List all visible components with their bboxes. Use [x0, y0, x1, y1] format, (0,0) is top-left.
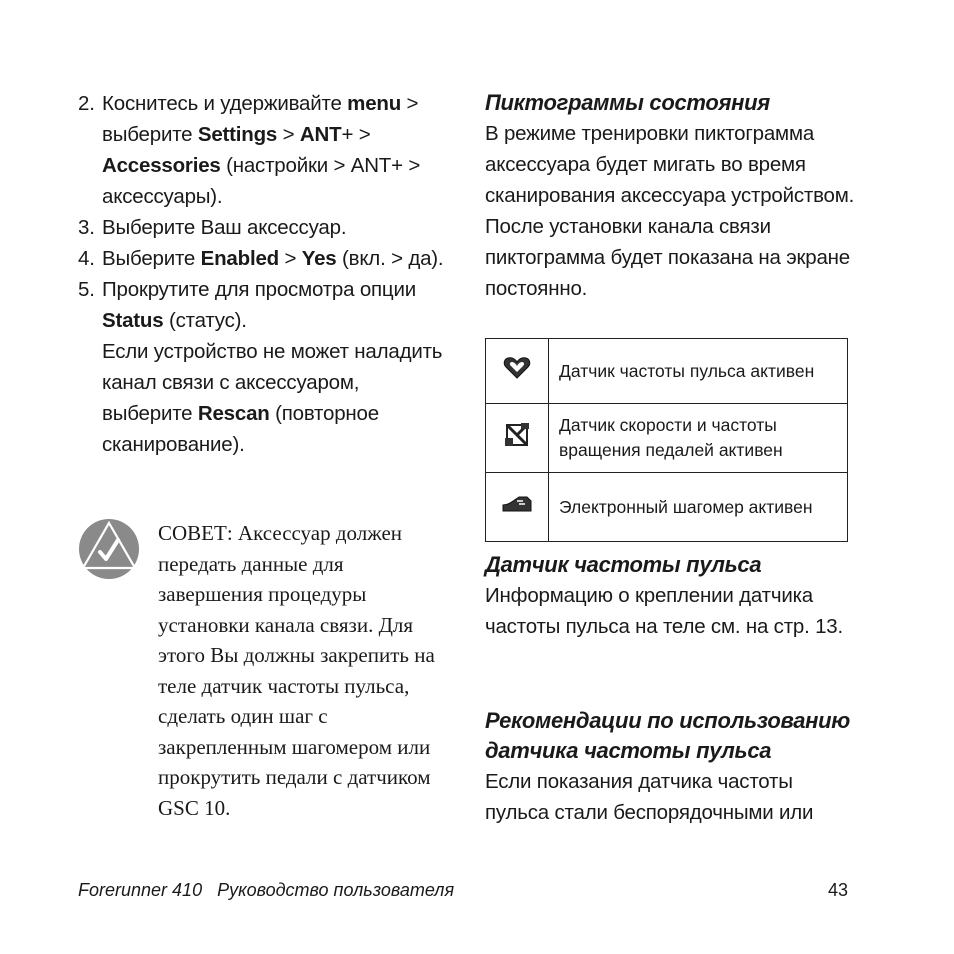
step-5: 5. Прокрутите для просмотра опции Status (статус). — [78, 274, 448, 336]
table-icon-cell — [486, 339, 549, 404]
section-heading: Рекомендации по использованию датчика частоты пульса — [485, 708, 850, 763]
page-footer — [78, 880, 848, 901]
step-number: 4. — [78, 247, 95, 270]
table-label-cell: Электронный шагомер активен — [549, 473, 848, 542]
table-icon-cell — [486, 473, 549, 542]
checkmark-icon — [78, 518, 140, 580]
step-5-note: Если устройство не может наладить канал связи с аксессуаром, выберите Rescan (повторное сканирование). — [102, 340, 443, 456]
table-row — [486, 473, 848, 542]
section-heading: Пиктограммы состояния — [485, 90, 770, 115]
table-icon-cell — [486, 404, 549, 473]
section-text: Если показания датчика частоты пульса стали беспорядочными или — [485, 770, 814, 824]
section-hr — [485, 550, 855, 642]
table-label-cell: Датчик скорости и частоты вращения педалей активен — [549, 404, 848, 473]
section-text: В режиме тренировки пиктограмма аксессуара будет мигать во время сканирования аксессуара устройством. После установки канала связи пиктограмма будет показана на экране постоянно. — [485, 122, 855, 300]
step-3: 3. Выберите Ваш аксессуар. — [78, 212, 448, 243]
step-number: 2. — [78, 92, 95, 115]
footer-title: Forerunner 410 Руководство пользователя — [78, 880, 455, 900]
tip-label: СОВЕТ — [158, 521, 227, 545]
step-number: 3. — [78, 216, 95, 239]
section-recommendations — [485, 706, 855, 828]
table-row — [486, 339, 848, 404]
section-heading: Датчик частоты пульса — [485, 552, 762, 577]
section-status — [485, 88, 855, 304]
section-text: Информацию о креплении датчика частоты пульса на теле см. на стр. 13. — [485, 584, 843, 638]
table-row — [486, 404, 848, 473]
table-label-cell: Датчик частоты пульса активен — [549, 339, 848, 404]
page-number: 43 — [827, 880, 848, 900]
bike-sensor-icon — [503, 432, 531, 452]
status-icons-table — [485, 338, 848, 542]
step-number: 5. — [78, 278, 95, 301]
shoe-icon — [501, 497, 533, 517]
heart-icon — [503, 364, 531, 384]
step-2: 2. Коснитесь и удерживайте menu > выберите Settings > ANT+ > Accessories (настройки > ANT+ > аксессуары). — [78, 88, 448, 212]
tip-text: СОВЕТ: Аксессуар должен передать данные для завершения процедуры установки канала связи. Для этого Вы должны закрепить на теле датчик частоты пульса, сделать один шаг с закрепленным шагомером или прокрутить педали с датчиком GSC 10. — [158, 521, 435, 820]
steps-list — [78, 88, 448, 460]
step-4: 4. Выберите Enabled > Yes (вкл. > да). — [78, 243, 448, 274]
